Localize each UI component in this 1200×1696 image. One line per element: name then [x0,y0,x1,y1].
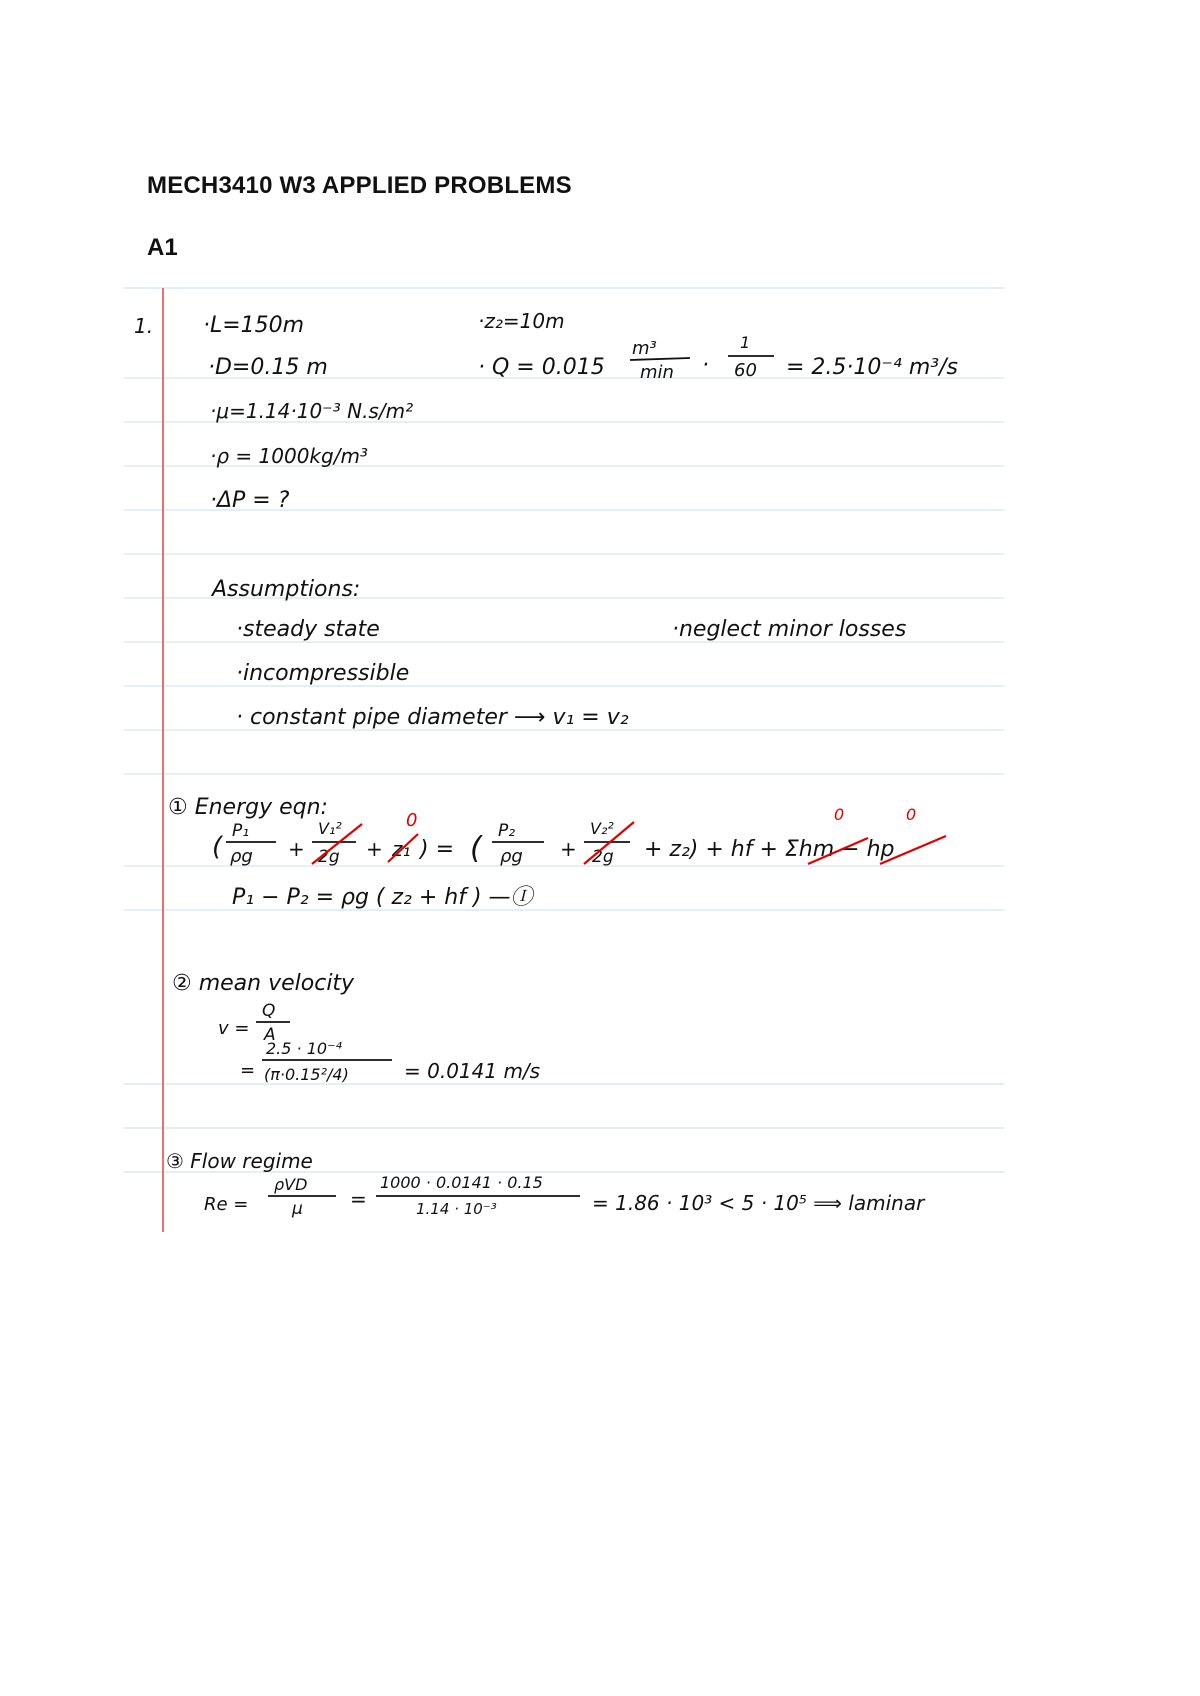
plus-1: + [288,837,305,861]
given-viscosity: ·μ=1.14·10⁻³ N.s/m² [210,399,414,423]
reynolds-numerator: ρVD [274,1175,308,1194]
velocity-numerator: Q [262,1001,276,1021]
zero-mark-z1: 0 [406,810,418,831]
given-length: ·L=150m [203,313,305,338]
conversion-numerator: 1 [740,333,751,352]
plus-2: + [366,837,383,861]
problem-number: 1. [134,314,154,338]
paren-open-2: ( [470,831,482,866]
conversion-denominator: 60 [734,360,757,381]
given-density: ·ρ = 1000kg/m³ [210,444,368,468]
assumptions-heading: Assumptions: [212,577,361,602]
flow-unit-numerator: m³ [632,338,657,359]
velocity-denominator: A [264,1025,276,1045]
assumption-incompressible: ·incompressible [236,661,410,686]
step3-heading: ③ Flow regime [166,1149,313,1173]
assumption-steady: ·steady state [236,617,380,642]
reynolds-lhs: Re = [204,1194,249,1215]
p1-denominator: ρg [230,846,253,867]
v1-denominator: 2g [318,847,340,867]
reynolds-value-numerator: 1000 · 0.0141 · 0.15 [380,1173,543,1192]
plus-3: + [560,837,577,861]
assumption-constant-diameter: · constant pipe diameter ⟶ v₁ = v₂ [236,705,629,730]
flow-rate-lhs: · Q = 0.015 [478,355,605,380]
reynolds-result: = 1.86 · 10³ < 5 · 10⁵ ⟹ laminar [592,1191,925,1215]
given-diameter: ·D=0.15 m [208,355,328,380]
section-label: A1 [147,234,178,261]
v1-numerator: V₁² [318,819,342,838]
paren-close-1: ) = [420,837,455,862]
paren-open-1: ( [212,832,223,862]
flow-rate-result: = 2.5·10⁻⁴ m³/s [786,355,958,380]
zero-mark-minor-losses: 0 [834,805,845,824]
zero-mark-pump-head: 0 [906,805,917,824]
page-title: MECH3410 W3 APPLIED PROBLEMS [147,172,572,199]
reynolds-denominator: μ [292,1199,303,1219]
velocity-result: = 0.0141 m/s [404,1059,541,1083]
p1-numerator: P₁ [232,821,250,841]
v2-denominator: 2g [592,847,614,867]
velocity-lhs: v = [218,1018,250,1039]
velocity-value-denominator: (π·0.15²/4) [264,1065,349,1084]
rhs-remaining-terms: + z₂) + hf + Σhm − hp [644,837,895,862]
assumption-minor-losses: ·neglect minor losses [672,617,907,642]
p2-denominator: ρg [500,846,523,867]
velocity-value-numerator: 2.5 · 10⁻⁴ [266,1039,342,1058]
reynolds-equals: = [350,1187,367,1211]
step1-result: P₁ − P₂ = ρg ( z₂ + hf ) —Ⓘ [232,885,533,910]
step2-heading: ② mean velocity [172,971,355,996]
z1-term: z₁ [392,837,411,861]
flow-unit-denominator: min [640,362,674,383]
multiply-dot: · [702,353,709,378]
v2-numerator: V₂² [590,819,614,838]
p2-numerator: P₂ [498,821,516,841]
equals-sign: = [240,1060,256,1081]
given-elevation: ·z₂=10m [478,309,565,333]
step1-heading: ① Energy eqn: [168,795,328,820]
given-pressure-drop: ·ΔP = ? [210,488,290,513]
reynolds-value-denominator: 1.14 · 10⁻³ [416,1200,497,1218]
